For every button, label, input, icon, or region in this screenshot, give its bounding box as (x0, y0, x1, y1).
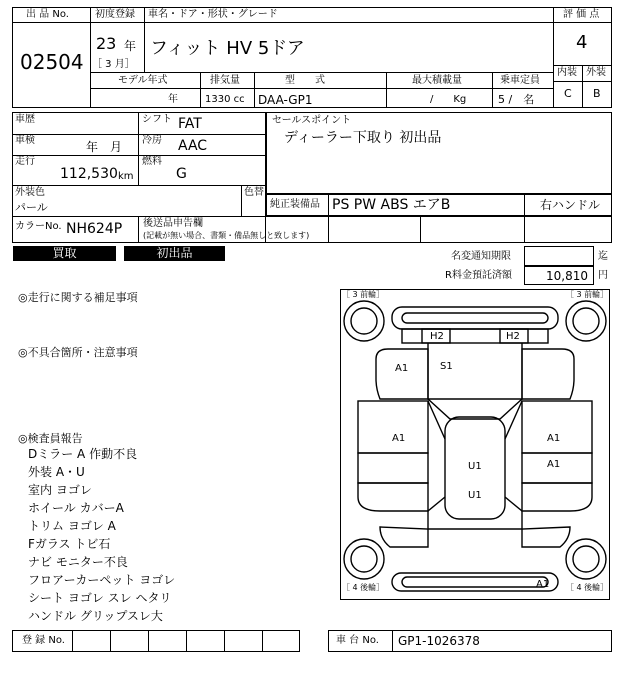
inspector-item: ホイール カバーA (28, 501, 124, 515)
mark-u1-bottom: U1 (468, 490, 482, 501)
equipment-value: PS PW ABS エアB (332, 197, 451, 213)
tire-rear-right: ［ 4 後輪］ (566, 583, 609, 592)
inspector-item: Dミラー A 作動不良 (28, 447, 138, 461)
registration-no-label: 登 録 No. (22, 635, 65, 646)
name-change-field (524, 246, 594, 266)
chassis-no: GP1-1026378 (398, 634, 480, 648)
max-load: / Kg (430, 94, 467, 105)
inspector-report-label: ◎検査員報告 (18, 432, 83, 445)
inspection-value: 年 月 (86, 140, 123, 154)
displacement: 1330 cc (205, 94, 245, 105)
defects-notes-label: ◎不具合箇所・注意事項 (18, 346, 138, 359)
ac-label: 冷房 (142, 135, 162, 146)
capacity-label: 乗車定員 (500, 75, 540, 86)
inspector-item: 室内 ヨゴレ (28, 483, 92, 497)
ac-value: AAC (178, 138, 208, 154)
interior-label: 内装 (557, 67, 577, 78)
registration-year-unit: 年 (124, 39, 137, 53)
fuel-value: G (176, 166, 187, 182)
mark-a1-door-left: A1 (392, 433, 406, 444)
mark-h2-right: H2 (506, 331, 520, 342)
inspector-item: ナビ モニター不良 (28, 555, 128, 569)
first-registration-label: 初度登録 (95, 9, 135, 20)
steering-value: 右ハンドル (540, 198, 601, 212)
recycle-label: R料金預託済額 (445, 270, 512, 281)
shipping-label: 後送品申告欄 (143, 218, 203, 229)
car-name-label: 車名・ドア・形状・グレード (148, 9, 278, 20)
evaluation-label: 評 価 点 (563, 9, 600, 20)
model-year-label: モデル年式 (118, 75, 168, 86)
mark-a1-front-left: A1 (395, 363, 409, 374)
shipping-note: (記載が無い場合、書類・備品無しと致します) (143, 231, 310, 240)
driving-notes-label: ◎走行に関する補足事項 (18, 291, 138, 304)
mileage-label: 走行 (15, 156, 35, 167)
lot-number: 02504 (20, 50, 84, 74)
mileage-value: 112,530 (60, 166, 118, 182)
color-no: NH624P (66, 221, 123, 237)
interior-grade: C (564, 87, 572, 100)
model-type: DAA-GP1 (258, 93, 313, 107)
wheel-rear-left (344, 539, 384, 579)
mileage-unit: km (118, 171, 134, 182)
capacity: 5 / 名 (498, 93, 535, 106)
tire-front-right: ［ 3 前輪］ (566, 290, 609, 299)
wheel-front-left (344, 301, 384, 341)
recycle-unit: 円 (598, 270, 608, 281)
type-label: 型 式 (285, 75, 325, 86)
mark-u1-top: U1 (468, 461, 482, 472)
color-change-label: 色替 (244, 187, 264, 198)
fuel-label: 燃料 (142, 156, 162, 167)
car-diagram (340, 289, 610, 600)
sales-point-label: セールスポイント (272, 115, 352, 126)
inspector-item: フロアーカーペット ヨゴレ (28, 573, 176, 587)
recycle-amount: 10,810 (546, 269, 588, 283)
color-label: 外装色 (15, 187, 45, 198)
tire-front-left: ［ 3 前輪］ (342, 290, 385, 299)
inspection-label: 車検 (15, 135, 35, 146)
mark-a1-door-right-front: A1 (547, 433, 561, 444)
inspector-item: ハンドル グリップスレ大 (28, 609, 163, 623)
evaluation-score: 4 (576, 32, 588, 53)
shift-label: シフト (142, 114, 172, 125)
first-listing-button[interactable]: 初出品 (124, 246, 225, 261)
wheel-rear-right (566, 539, 606, 579)
mark-a1-rear: A1 (536, 579, 550, 590)
inspector-item: Fガラス トビ石 (28, 537, 111, 551)
inspector-item: 外装 A・U (28, 465, 85, 479)
equipment-label: 純正装備品 (270, 199, 320, 210)
displacement-label: 排気量 (210, 75, 240, 86)
wheel-front-right (566, 301, 606, 341)
shift-value: FAT (178, 116, 202, 132)
history-label: 車歴 (15, 114, 35, 125)
tire-rear-left: ［ 4 後輪］ (342, 583, 385, 592)
exterior-grade: B (593, 87, 601, 100)
registration-year: 23 (96, 34, 117, 53)
chassis-no-label: 車 台 No. (336, 635, 379, 646)
car-name: フィット HV 5ドア (150, 38, 305, 59)
lot-number-label: 出 品 No. (26, 9, 69, 20)
sales-point: ディーラー下取り 初出品 (284, 130, 442, 146)
mark-h2-left: H2 (430, 331, 444, 342)
color-value: パール (15, 201, 48, 214)
name-change-label: 名変通知期限 (451, 251, 511, 262)
purchase-button[interactable]: 買取 (13, 246, 116, 261)
registration-month: ［ 3 月］ (92, 59, 135, 70)
exterior-label: 外装 (586, 67, 606, 78)
name-change-unit: 迄 (598, 251, 608, 262)
max-load-label: 最大積載量 (412, 75, 462, 86)
color-no-label: カラーNo. (15, 221, 62, 232)
inspector-item: トリム ヨゴレ A (28, 519, 116, 533)
model-year-unit: 年 (168, 94, 178, 105)
mark-a1-door-right-rear: A1 (547, 459, 561, 470)
mark-s1: S1 (440, 361, 453, 372)
inspector-item: シート ヨゴレ スレ ヘタリ (28, 591, 172, 605)
